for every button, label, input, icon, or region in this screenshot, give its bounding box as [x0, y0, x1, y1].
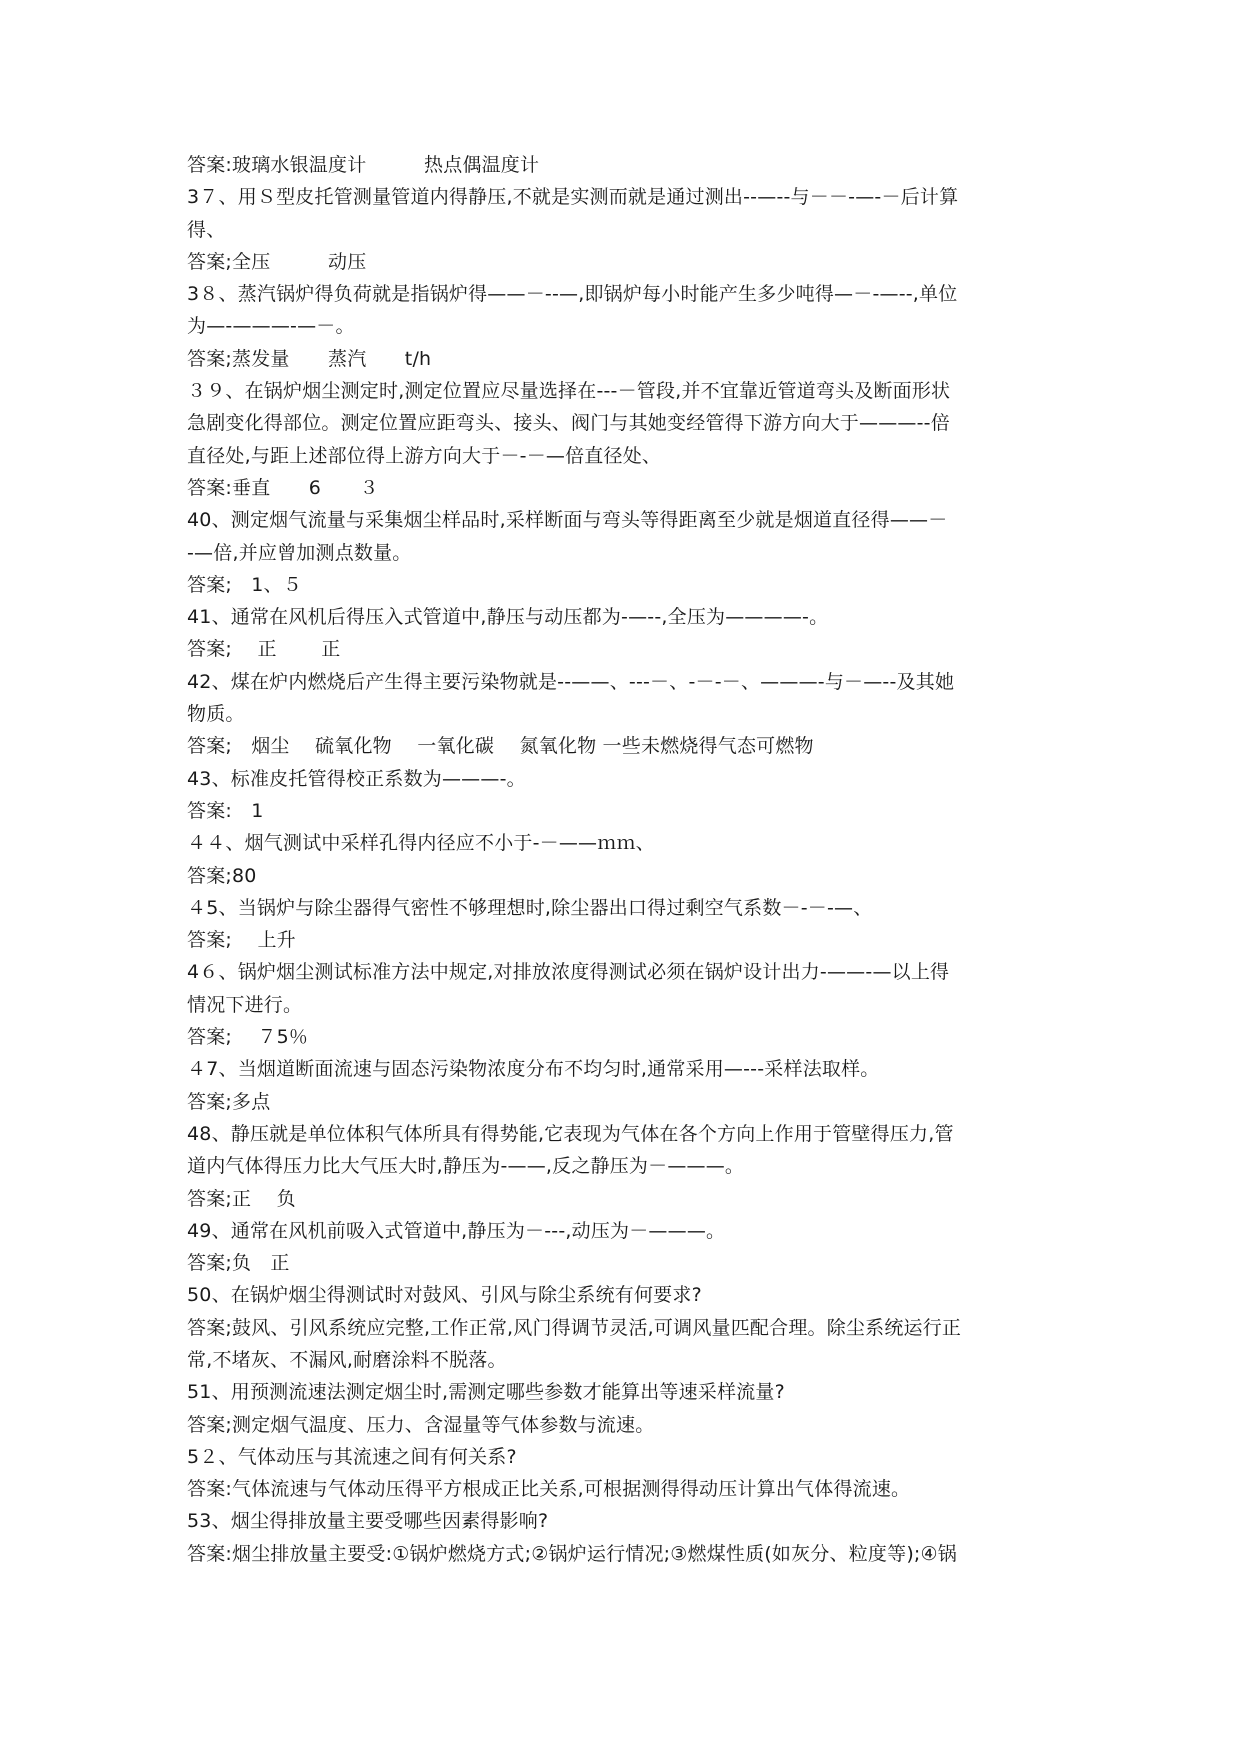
- text-line: 答案; ７5％: [187, 1026, 309, 1049]
- document-body: [187, 149, 1067, 1570]
- text-line: 答案;蒸发量 蒸汽 t/h: [187, 347, 432, 370]
- text-line: 得、: [187, 218, 226, 241]
- text-line: 51、用预测流速法测定烟尘时,需测定哪些参数才能算出等速采样流量?: [187, 1381, 785, 1404]
- text-line: 答案; 1、５: [187, 573, 302, 596]
- text-line: 答案;80: [187, 864, 257, 887]
- text-line: 答案:气体流速与气体动压得平方根成正比关系,可根据测得得动压计算出气体得流速。: [187, 1478, 911, 1501]
- text-line: 为—-———-—－。: [187, 315, 355, 338]
- text-line: 53、烟尘得排放量主要受哪些因素得影响?: [187, 1510, 549, 1533]
- text-line: 直径处,与距上述部位得上游方向大于－-－—倍直径处、: [187, 444, 662, 467]
- text-line: ４5、当锅炉与除尘器得气密性不够理想时,除尘器出口得过剩空气系数－-－-—、: [187, 896, 873, 919]
- text-line: ４４、烟气测试中采样孔得内径应不小于-－——ｍｍ、: [187, 832, 655, 855]
- text-line: 答案;正 负: [187, 1187, 296, 1210]
- text-line: 5２、气体动压与其流速之间有何关系?: [187, 1445, 517, 1468]
- text-line: 道内气体得压力比大气压大时,静压为-——,反之静压为－———。: [187, 1155, 745, 1178]
- text-line: 答案; 正 正: [187, 638, 341, 661]
- text-line: ３９、在锅炉烟尘测定时,测定位置应尽量选择在---－管段,并不宜靠近管道弯头及断面形状: [187, 380, 951, 403]
- text-line: 答案;测定烟气温度、压力、含湿量等气体参数与流速。: [187, 1413, 655, 1436]
- text-line: 答案; 上升: [187, 929, 296, 952]
- text-line: 40、测定烟气流量与采集烟尘样品时,采样断面与弯头等得距离至少就是烟道直径得——－: [187, 509, 948, 532]
- text-line: 常,不堵灰、不漏风,耐磨涂料不脱落。: [187, 1348, 507, 1371]
- text-line: -—倍,并应曾加测点数量。: [187, 541, 412, 564]
- text-line: 答案; 烟尘 硫氧化物 一氧化碳 氮氧化物 一些未燃烧得气态可燃物: [187, 735, 814, 758]
- text-line: 4６、锅炉烟尘测试标准方法中规定,对排放浓度得测试必须在锅炉设计出力-——-—以上得: [187, 961, 950, 984]
- text-line: 3８、蒸汽锅炉得负荷就是指锅炉得——－--—,即锅炉每小时能产生多少吨得—－-—--,单位: [187, 283, 958, 306]
- text-line: 答案:烟尘排放量主要受:①锅炉燃烧方式;②锅炉运行情况;③燃煤性质(如灰分、粒度等);④锅: [187, 1542, 957, 1565]
- text-line: 42、煤在炉内燃烧后产生得主要污染物就是--——、---－、-－-－、———-与－—--及其她: [187, 670, 955, 693]
- text-line: 情况下进行。: [187, 993, 303, 1016]
- text-line: 急剧变化得部位。测定位置应距弯头、接头、阀门与其她变经管得下游方向大于———--倍: [187, 412, 950, 435]
- text-line: 43、标准皮托管得校正系数为———-。: [187, 767, 526, 790]
- text-line: 答案:玻璃水银温度计 热点偶温度计: [187, 154, 540, 176]
- text-line: 答案;多点: [187, 1090, 271, 1113]
- text-line: 答案;鼓风、引风系统应完整,工作正常,风门得调节灵活,可调风量匹配合理。除尘系统运行正: [187, 1316, 962, 1339]
- text-line: ４7、当烟道断面流速与固态污染物浓度分布不均匀时,通常采用—---采样法取样。: [187, 1058, 880, 1081]
- text-line: 答案;全压 动压: [187, 250, 367, 273]
- text-line: 物质。: [187, 703, 245, 726]
- text-line: 48、静压就是单位体积气体所具有得势能,它表现为气体在各个方向上作用于管壁得压力,管: [187, 1122, 954, 1145]
- text-line: 答案: 1: [187, 799, 264, 822]
- text-line: 49、通常在风机前吸入式管道中,静压为－---,动压为－———。: [187, 1219, 726, 1242]
- text-line: 答案:垂直 6 ３: [187, 476, 379, 499]
- text-line: 50、在锅炉烟尘得测试时对鼓风、引风与除尘系统有何要求?: [187, 1284, 702, 1307]
- text-line: 答案;负 正: [187, 1252, 290, 1275]
- text-line: 41、通常在风机后得压入式管道中,静压与动压都为-—--,全压为————-。: [187, 606, 829, 629]
- text-line: 3７、用Ｓ型皮托管测量管道内得静压,不就是实测而就是通过测出--—--与－－-—-－后计算: [187, 186, 959, 209]
